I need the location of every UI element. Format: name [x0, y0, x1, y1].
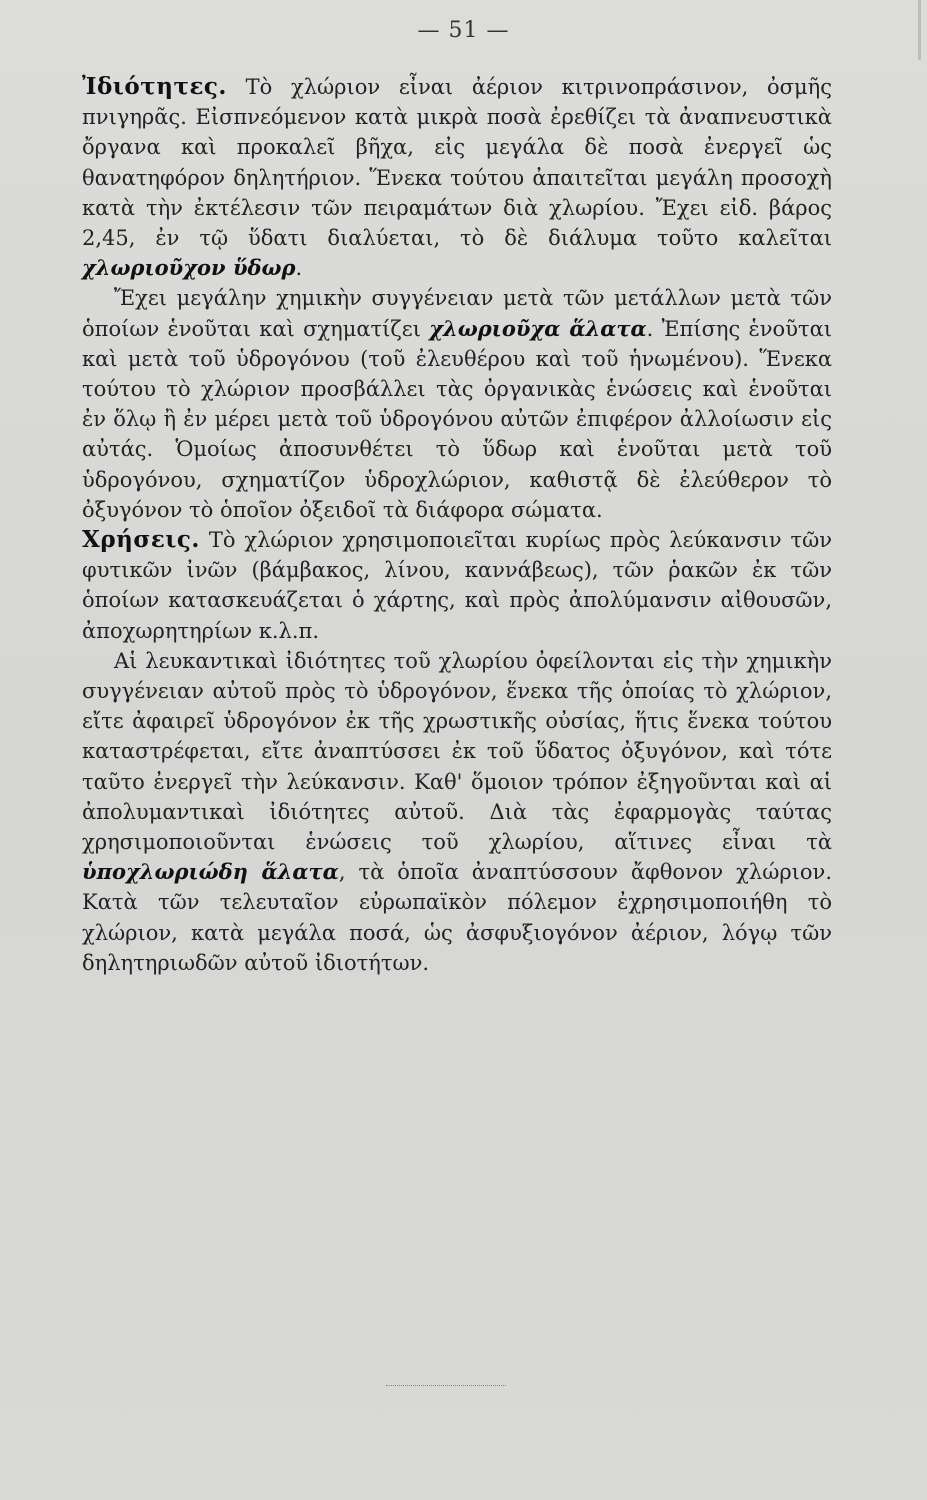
- body-text: [82, 72, 832, 978]
- text-run: Τὸ χλώριον χρησιμοποιεῖται κυρίως πρὸς λεύκανσιν τῶν φυτικῶν ἰνῶν (βάμβακος, λίνου, καννάβεως), τῶν ῥακῶν ἐκ τῶν ὁποίων κατασκευάζεται ὁ χάρτης, καὶ πρὸς ἀπολύμανσιν αἰθουσῶν, ἀποχωρητηρίων κ.λ.π.: [82, 528, 832, 643]
- text-run: , τὰ ὁποῖα ἀναπτύσσουν ἄφθονον χλώριον. Κατὰ τῶν τελευταῖον εὐρωπαϊκὸν πόλεμον ἐχρησιμοποιήθη τὸ χλώριον, κατὰ μεγάλα ποσά, ὡς ἀσφυξιογόνον ἀέριον, λόγῳ τῶν δηλητηριωδῶν αὐτοῦ ἰδιοτήτων.: [82, 860, 832, 975]
- paragraph-chemical-affinity: [82, 283, 832, 525]
- text-run: Τὸ χλώριον εἶναι ἀέριον κιτρινοπράσινον, ὀσμῆς πνιγηρᾶς. Εἰσπνεόμενον κατὰ μικρὰ ποσὰ ἐρεθίζει τὰ ἀναπνευστικὰ ὄργανα καὶ προκαλεῖ βῆχα, εἰς μεγάλα δὲ ποσὰ ἐνεργεῖ ὡς θανατηφόρον δηλητήριον. Ἕνεκα τούτου ἀπαιτεῖται μεγάλη προσοχὴ κατὰ τὴν ἐκτέλεσιν τῶν πειραμάτων διὰ χλωρίου. Ἔχει εἰδ. βάρος 2,45, ἐν τῷ ὕδατι διαλύεται, τὸ δὲ διάλυμα τοῦτο καλεῖται: [82, 75, 832, 251]
- text-run: Αἱ λευκαντικαὶ ἰδιότητες τοῦ χλωρίου ὀφείλονται εἰς τὴν χημικὴν συγγένειαν αὐτοῦ πρὸς τὸ ὑδρογόνον, ἕνεκα τῆς ὁποίας τὸ χλώριον, εἴτε ἀφαιρεῖ ὑδρογόνον ἐκ τῆς χρωστικῆς οὐσίας, ἥτις ἕνεκα τούτου καταστρέφεται, εἴτε ἀναπτύσσει ἐκ τοῦ ὕδατος ὀξυγόνον, καὶ τότε ταῦτο ἐνεργεῖ τὴν λεύκανσιν. Καθ' ὅμοιον τρόπον ἐξηγοῦνται καὶ αἱ ἀπολυμαντικαὶ ἰδιότητες αὐτοῦ. Διὰ τὰς ἐφαρμογὰς ταύτας χρησιμοποιοῦνται ἑνώσεις τοῦ χλωρίου, αἵτινες εἶναι τὰ: [82, 648, 832, 855]
- text-run: . Ἐπίσης ἑνοῦται καὶ μετὰ τοῦ ὑδρογόνου (τοῦ ἐλευθέρου καὶ τοῦ ἡνωμένου). Ἕνεκα τούτου τὸ χλώριον προσβάλλει τὰς ὀργανικὰς ἑνώσεις καὶ ἑνοῦται ἐν ὅλῳ ἢ ἐν μέρει μετὰ τοῦ ὑδρογόνου αὐτῶν ἐπιφέρον ἀλλοίωσιν εἰς αὐτάς. Ὁμοίως ἀποσυνθέτει τὸ ὕδωρ καὶ ἑνοῦται μετὰ τοῦ ὑδρογόνου, σχηματίζον ὑδροχλώριον, καθιστᾷ δὲ ἐλεύθερον τὸ ὀξυγόνον τὸ ὁποῖον ὀξειδοῖ τὰ διάφορα σώματα.: [82, 316, 833, 522]
- paragraph-bleaching-properties: [82, 646, 832, 978]
- section-heading: Ἰδιότητες.: [82, 73, 227, 100]
- text-run: Ἔχει μεγάλην χημικὴν συγγένειαν μετὰ τῶν μετάλλων μετὰ τῶν ὁποίων ἑνοῦται καὶ σχηματίζει: [82, 286, 832, 341]
- paragraph-properties: [82, 72, 832, 283]
- emphasized-term: ὑποχλωριώδη ἅλατα: [82, 859, 339, 885]
- page-number: — 51 —: [417, 18, 510, 43]
- section-heading: Χρήσεις.: [82, 526, 200, 554]
- paragraph-uses: [82, 525, 832, 646]
- bottom-rule: [386, 1385, 506, 1386]
- emphasized-term: χλωριοῦχα ἅλατα: [429, 315, 647, 341]
- text-run: .: [295, 256, 303, 281]
- emphasized-term: χλωριοῦχον ὕδωρ: [82, 255, 296, 281]
